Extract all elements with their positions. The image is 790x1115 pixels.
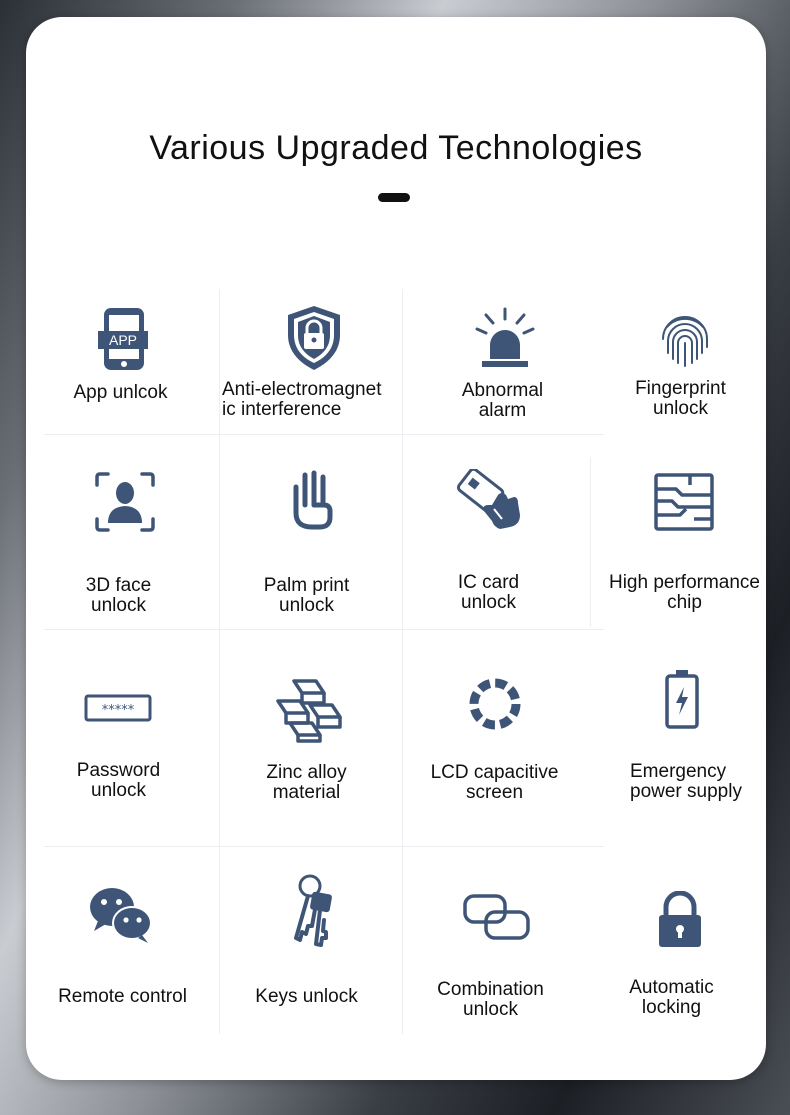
feature-label: Anti-electromagnet ic interference [222,379,382,420]
feature-keys-unlock [214,872,399,1022]
feature-label: IC card unlock [457,572,520,613]
palm-icon [290,469,336,531]
feature-label: Automatic locking [629,977,714,1018]
feature-label: Combination unlock [437,979,544,1020]
metal-bars-icon [270,677,350,743]
chat-bubbles-icon [88,885,154,945]
feature-3d-face-unlock [26,469,211,616]
grid-divider [44,434,604,435]
combination-icon [462,893,532,943]
feature-label: Remote control [58,986,187,1007]
padlock-icon [657,891,703,949]
feature-abnormal-alarm [410,305,595,425]
ic-card-icon [454,469,526,531]
feature-label: Emergency power supply [630,761,742,802]
loading-ring-icon [468,677,522,731]
feature-label: LCD capacitive screen [430,762,559,803]
fingerprint-icon [657,313,713,369]
grid-divider [44,629,604,630]
face-scan-icon [94,471,156,533]
feature-emergency-power-supply [592,677,766,817]
feature-remote-control [30,883,215,1023]
alarm-beacon-icon [474,307,536,369]
feature-ic-card-unlock [396,469,581,613]
feature-label: Zinc alloy material [266,762,347,803]
feature-app-unlock [28,305,213,425]
feature-password-unlock [26,677,211,817]
feature-label: Password unlock [76,760,161,801]
feature-combination-unlock [398,883,583,1023]
feature-fingerprint-unlock [588,305,766,425]
page-title: Various Upgraded Technologies [149,129,643,167]
chip-icon [654,473,714,531]
feature-label: Fingerprint unlock [635,378,726,419]
keys-icon [288,874,340,948]
svg-text:*****: ***** [101,703,135,718]
feature-card [26,17,766,1080]
password-icon [84,693,152,723]
feature-palm-print-unlock [214,469,399,616]
feature-label: Abnormal alarm [461,380,544,421]
feature-label: Palm print unlock [263,575,350,616]
shield-lock-icon [286,305,342,371]
title-divider [378,193,410,202]
battery-icon [664,669,700,729]
feature-high-performance-chip [588,469,766,613]
feature-label: 3D face unlock [85,575,152,616]
phone-app-icon [98,307,152,371]
feature-label: High performance chip [608,572,761,613]
feature-label: App unlcok [73,382,168,403]
feature-automatic-locking [579,883,764,1023]
svg-text:APP: APP [108,332,138,348]
feature-zinc-alloy-material [214,677,399,817]
feature-lcd-capacitive-screen [402,677,587,817]
feature-anti-electromagnetic [220,305,405,425]
feature-label: Keys unlock [255,986,358,1007]
grid-divider [44,846,604,847]
